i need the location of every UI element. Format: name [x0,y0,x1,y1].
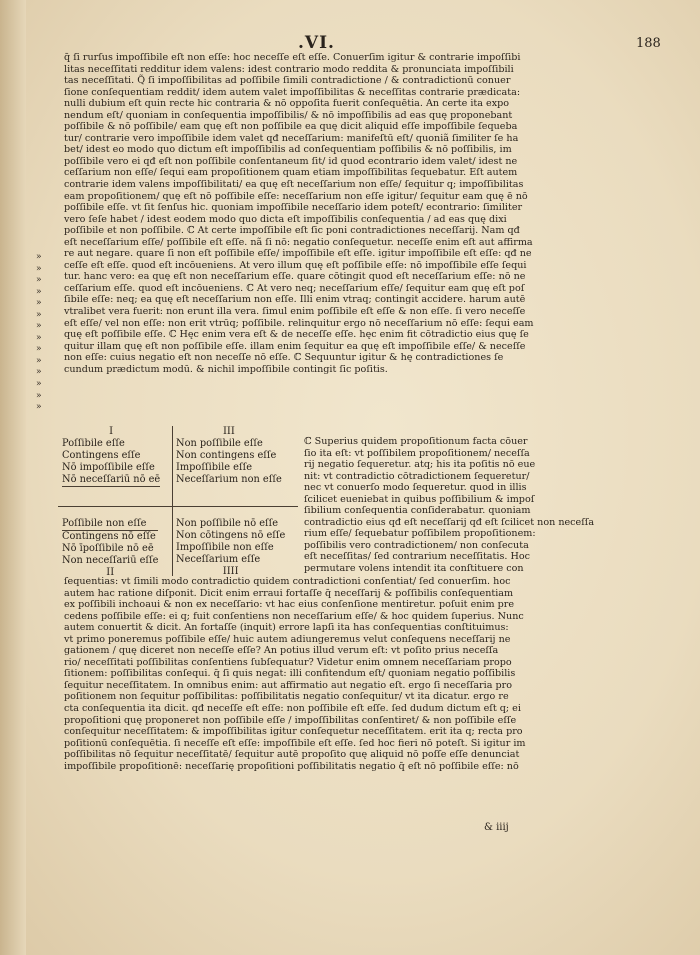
text-line: ſibile eſſe: neq; ea quę eſt neceſſarium non eſſe. Illi enim vtraq; contingit accidere. harum autē [64,294,526,306]
text-line: contradictio eius qđ eſt neceſſarij qđ eſt ſcilicet non neceſſa [304,516,595,528]
text-line: eſt eſſe/ vel non eſſe: non erit vtrūq; poſſibile. relinquitur ergo nō neceſſarium nō eſſe: ſequi eam [64,317,534,329]
text-line: quitur illam quę eſt non poſſibile eſſe. illam enim ſequitur ea quę eſt impoſſibile eſſe/ & neceſſe [64,340,526,352]
margin-mark: » [36,367,42,378]
text-line: rij negatio ſequeretur. atq; his ita poſitis nō eue [304,459,536,471]
signature-mark: & iiij [484,822,509,833]
quadrant-line: Nō impoſſibile eſſe [62,462,155,473]
text-line: impoſſibile propoſitionē: neceſſarię propoſitioni poſſibilitatis negatio q̄ eſt nō poſſibile eſſe: nō [64,760,519,772]
margin-mark: » [36,390,42,401]
text-line: ſio ita eſt: vt poſſibilem propoſitionem/ neceſſa [304,447,530,459]
quadrant-line: Nō īpoſſibile nō eē [62,543,154,554]
bottom-text-block [64,576,554,772]
text-line: poſſibile eſſe. vt ſit ſenſus hic. quoniam impoſſibile neceſſario idem poteſt/ econtrario: ſimiliter [64,202,523,214]
diagram-vertical-rule [172,426,173,576]
right-column-text [304,436,595,575]
quadrant-line: Non poſſibile eſſe [176,438,263,449]
text-line: ſibilium conſequentia conſiderabatur. quoniam [304,505,531,517]
text-line: ſequentias: vt ſimili modo contradictio quidem contradictioni conſentiat/ ſed conuerſim. hoc [64,576,511,587]
text-line: eſt neceſſarium eſſe/ poſſibile eſt eſſe. nã ſi nō: negatio conſequetur. neceſſe enim eſt aut affirma [64,236,533,248]
text-line: ceſſarium eſſe. quod eſt incōueniens. ℂ At vero neq; neceſſarium eſſe/ ſequitur eam quę eſt poſ [64,282,525,294]
margin-mark: » [36,275,42,286]
margin-mark: » [36,332,42,343]
text-line: ℂ Superius quidem propoſitionum facta cōuer [304,436,528,447]
quadrant-numeral: III [222,426,235,437]
quadrant-line: Neceſſarium non eſſe [176,474,282,485]
margin-mark: » [36,252,42,262]
text-line: rium eſſe/ ſequebatur poſſibilem propoſitionem: [304,528,536,540]
quadrant-line: Non poſſibile nō eſſe [176,518,279,529]
margin-mark: » [36,321,42,332]
margin-mark: » [36,263,42,274]
text-line: tur/ contrarie vero impoſſibile idem valet qđ neceſſarium: manifeſtū eſt/ quoniã ſimiliter ſe ha [64,132,519,144]
text-line: quę eſt poſſibile eſſe. ℂ Hęc enim vera eſt & de neceſſe eſſe. hęc enim fit cōtradictio eius quę ſe [64,329,529,341]
chapter-number: .VI. [298,33,335,53]
text-line: ceſſe eſt eſſe. quod eſt incōueniens. At vero illum quę eſt poſſibile eſſe: nō impoſſibile eſſe ſequi [64,259,527,271]
diagram-quadrant-3 [176,426,282,486]
page-gutter [0,0,26,955]
text-line: gationem / quę diceret non neceſſe eſſe? An potius illud verum eſt: vt poſito prius neceſſa [64,645,499,657]
text-line: ceſſarium non eſſe/ ſequi eam propoſitionem quam etiam impoſſibilitas ſequebatur. Eſt autem [64,167,518,179]
quadrant-line: Poſſibile non eſſe [62,518,158,531]
margin-mark: » [36,309,42,320]
text-line: ex poſſibili inchoaui & non ex neceſſario: vt hac eius conſenſione mentiretur. poſuit enim pre [64,599,515,611]
text-line: litas neceſſitati redditur idem valens: idest contrario modo reddita & pronunciata impoſſibili [64,63,514,75]
top-text-block [64,52,554,375]
margin-mark: » [36,286,42,297]
text-line: conſequitur neceſſitatem: & impoſſibilitas igitur conſequetur neceſſitatem. erit ita q; recta pro [64,726,523,738]
margin-mark: » [36,402,42,413]
folio-number: 188 [636,36,661,51]
quadrant-line: Contingens nō eſſe [62,531,156,542]
quadrant-line: Impoſſibile eſſe [176,462,253,473]
text-line: poſitionū conſequētia. ſi neceſſe eſt eſſe: impoſſibile eſt eſſe. ſed hoc fieri nō poteſt. Si igitur im [64,737,526,749]
text-line: nec vt conuerſo modo ſequeretur. quod in illis [304,482,527,494]
text-line: permutare volens intendit ita conſtituere con [304,563,524,575]
text-line: eam propoſitionem/ quę eſt nō poſſibile eſſe: neceſſarium non eſſe igitur/ ſequitur eam quę ē nō [64,190,528,202]
text-line: poſſibile vero ei qđ eſt non poſſibile conſentaneum ſit/ id quod econtrario idem valet/ idest ne [64,155,518,167]
diagram-horizontal-rule [58,506,298,507]
text-line: non eſſe: cuius negatio eſt non neceſſe nō eſſe. ℂ Sequuntur igitur & hę contradictiones ſe [64,352,504,364]
text-line: bet/ idest eo modo quo dictum eſt impoſſibilis ad conſequentiam poſſibilis & nō poſſibilis, im [64,144,512,156]
text-line: q̄ ſi rurſus impoſſibile eſt non eſſe: hoc neceſſe eſt eſſe. Conuerſim igitur & contrarie impoſſibi [64,52,521,63]
text-line: nit: vt contradictio cōtradictionem ſequeretur/ [304,470,530,482]
text-line: cta conſequentia ita dicit. qđ neceſſe eſt eſſe: non poſſibile eſt eſſe. ſed dudum dictum eſt q; ei [64,703,521,715]
text-line: contrarie idem valens impoſſibilitati/ ea quę eſt neceſſarium non eſſe/ ſequitur q; impoſſibilitas [64,179,524,191]
text-line: propoſitioni quę proponeret non poſſibile eſſe / impoſſibilitas conſentiret/ & non poſſibile eſſe [64,714,517,726]
text-line: ſitionem: poſſibilitas conſequi. q̄ ſi quis negat: illi confitendum eſt/ quoniam negatio poſſibilis [64,668,516,680]
text-line: re aut negare. quare ſi non eſt poſſibile eſſe/ impoſſibile eſt eſſe. igitur impoſſibile eſt eſſe: qđ ne [64,248,532,260]
margin-mark: » [36,379,42,390]
text-line: poſitionem non ſequitur poſſibilitas: poſſibilitatis negatio conſequitur/ vt ita dicatur. ergo re [64,691,509,703]
quadrant-line: Nō neceſſariū nō eē [62,474,161,485]
text-line: autem conuertit & dicit. An fortaſſe (inquit) errore lapſi ita has conſequentias conſtituimus: [64,622,509,634]
diagram-quadrant-1 [62,426,160,487]
text-line: tur. hanc vero: ea quę eſt non neceſſarium eſſe. quare cōtingit quod eſt neceſſarium eſſe: nō ne [64,271,526,283]
text-line: poſſibilitas nō ſequitur neceſſitatē/ ſequitur autē propoſito quę aliquid nō poſſe eſſe denunciat [64,749,520,761]
text-line: nendum eſt/ quoniam in conſequentia impoſſibilis/ & nō impoſſibilis ad eas quę proponebant [64,109,513,121]
square-of-opposition [58,426,302,586]
quadrant-line: Poſſibile eſſe [62,438,125,449]
diagram-quadrant-4 [176,518,285,578]
diagram-quadrant-2 [62,518,158,579]
quadrant-numeral: I [109,426,114,437]
text-line: poſſibilis vero contradictionem/ non conſecuta [304,539,529,551]
quadrant-line: Impoſſibile non eſſe [176,542,274,553]
quadrant-numeral: II [106,567,115,578]
text-line: autem hac ratione diſponit. Dicit enim erraui fortaſſe q̄ neceſſarij & poſſibilis conſequentiam [64,587,514,599]
text-line: ſequitur neceſſitatem. In omnibus enim: aut affirmatio aut negatio eſt. ergo ſi neceſſaria pro [64,679,512,691]
text-line: poſſibile & nō poſſibile/ eam quę eſt non poſſibile ea quę dicit aliquid eſſe impoſſibile ſequeba [64,121,518,133]
text-line: vtralibet vera fuerit: non erunt illa vera. ſimul enim poſſibile eſt eſſe & non eſſe. ſi vero neceſſe [64,306,526,318]
margin-mark: » [36,344,42,355]
text-line: vt primo poneremus poſſibile eſſe/ huic autem adiungeremus velut conſequens neceſſarij ne [64,633,511,645]
quadrant-line: Non cōtingens nō eſſe [176,530,286,541]
quadrant-line: Non neceſſariū eſſe [62,555,159,566]
text-line: ſcilicet eueniebat in quibus poſſibilium & impoſ [304,493,535,505]
text-line: cundum prædictum modū. & nichil impoſſibile contingit ſic poſitis. [64,363,388,375]
text-line: ſione conſequentiam reddit/ idem autem valet impoſſibilitas & neceſſitas contrarie prædicata: [64,86,521,98]
text-line: rio/ neceſſitati poſſibilitas conſentiens ſubſequatur? Videtur enim omnem neceſſariam propo [64,656,512,668]
quadrant-line: Neceſſarium eſſe [176,554,261,565]
text-line: poſſibile et non poſſibile. ℂ At certe impoſſibile eſt ſic poni contradictiones neceſſarij. Nam qđ [64,225,520,237]
text-line: tas neceſſitati. Q̃ ſi impoſſibilitas ad poſſibile ſimili contradictione / & contradictionū conuer [64,75,511,87]
text-line: nulli dubium eſt quin recte hic contraria & nō oppoſita fuerit conſequētia. An certe ita expo [64,98,510,110]
quadrant-numeral: IIII [222,566,239,577]
text-line: cedens poſſibile eſſe: ei q; fuit conſentiens non neceſſarium eſſe/ & hoc quidem ſuperius. Nunc [64,610,524,622]
text-line: vero ſeſe habet / idest eodem modo quo dicta eſt impoſſibilis conſequentia / ad eas quę dixi [64,213,507,225]
quadrant-line: Contingens eſſe [62,450,141,461]
margin-marks [36,252,60,414]
text-line: eſt neceſſitas/ ſed contrarium neceſſitatis. Hoc [304,551,530,563]
margin-mark: » [36,298,42,309]
margin-mark: » [36,355,42,366]
quadrant-line: Non contingens eſſe [176,450,277,461]
